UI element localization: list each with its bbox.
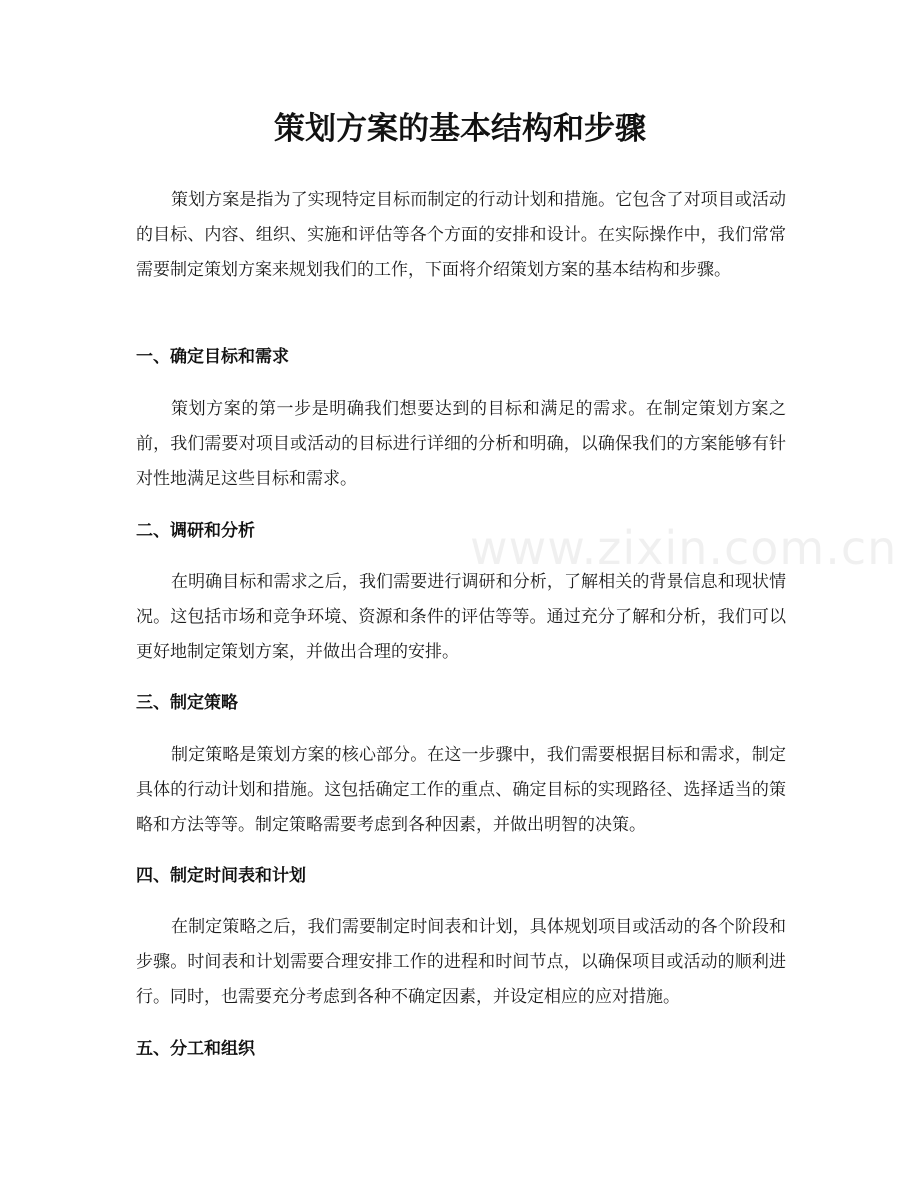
section-body-1: 策划方案的第一步是明确我们想要达到的目标和满足的需求。在制定策划方案之前，我们需要对项目或活动的目标进行详细的分析和明确，以确保我们的方案能够有针对性地满足这些目标和需求。 xyxy=(136,399,786,489)
section-body-2: 在明确目标和需求之后，我们需要进行调研和分析，了解相关的背景信息和现状情况。这包括市场和竞争环境、资源和条件的评估等等。通过充分了解和分析，我们可以更好地制定策划方案，并做出合理的安排。 xyxy=(136,572,786,662)
section-body-4: 在制定策略之后，我们需要制定时间表和计划，具体规划项目或活动的各个阶段和步骤。时间表和计划需要合理安排工作的进程和时间节点，以确保项目或活动的顺利进行。同时，也需要充分考虑到各种不确定因素，并设定相应的应对措施。 xyxy=(136,917,786,1007)
section-heading-3: 三、制定策略 xyxy=(136,693,238,713)
section-body-3: 制定策略是策划方案的核心部分。在这一步骤中，我们需要根据目标和需求，制定具体的行动计划和措施。这包括确定工作的重点、确定目标的实现路径、选择适当的策略和方法等等。制定策略需要考虑到各种因素，并做出明智的决策。 xyxy=(136,745,786,835)
page-title: 策划方案的基本结构和步骤 xyxy=(274,111,646,147)
section-heading-2: 二、调研和分析 xyxy=(136,521,255,541)
watermark: www.zixin.com.cn xyxy=(470,521,898,575)
section-heading-5: 五、分工和组织 xyxy=(136,1039,255,1059)
intro-paragraph: 策划方案是指为了实现特定目标而制定的行动计划和措施。它包含了对项目或活动的目标、内容、组织、实施和评估等各个方面的安排和设计。在实际操作中，我们常常需要制定策划方案来规划我们的工作，下面将介绍策划方案的基本结构和步骤。 xyxy=(136,190,786,280)
section-heading-1: 一、确定目标和需求 xyxy=(136,347,289,367)
section-heading-4: 四、制定时间表和计划 xyxy=(136,866,306,886)
